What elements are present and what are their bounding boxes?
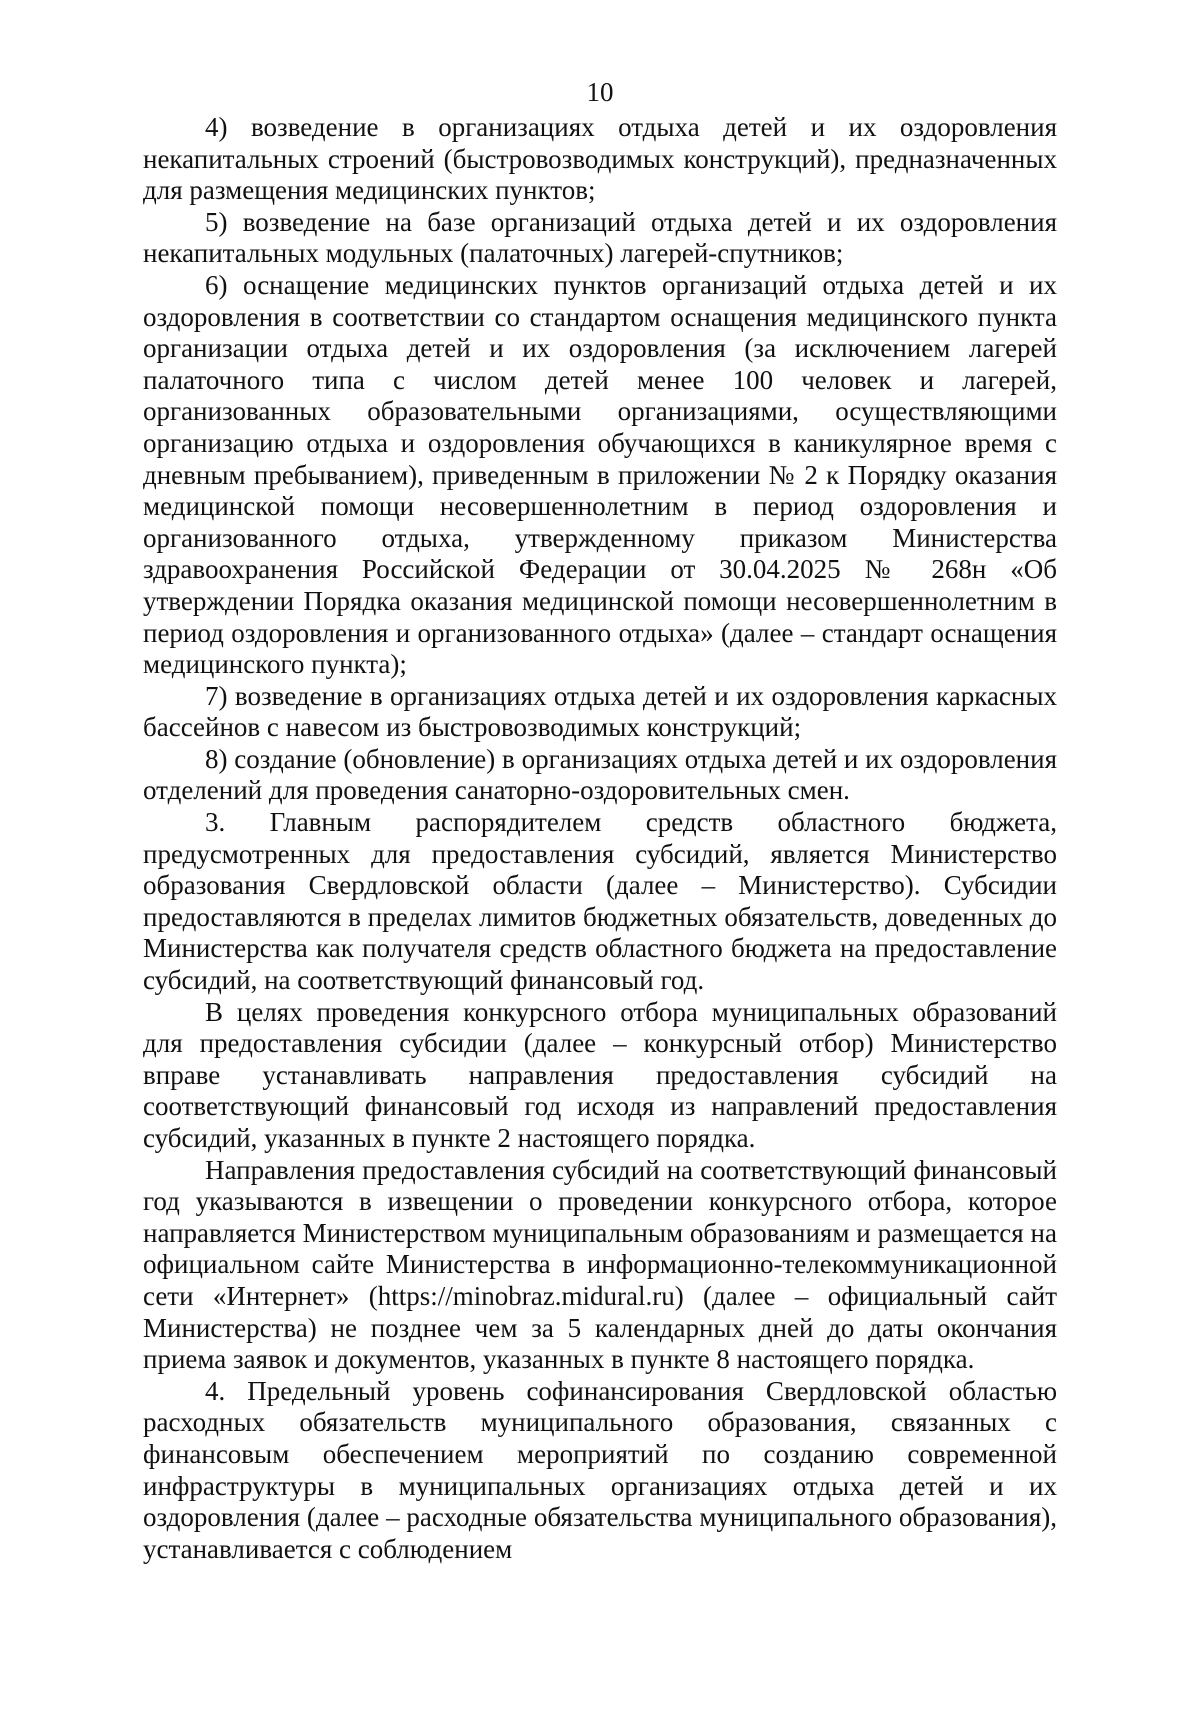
- page-number: 10: [586, 77, 614, 107]
- paragraph-section-3: 3. Главным распорядителем средств областного бюджета, предусмотренных для предоставления субсидий, является Министерство образования Свердловской области (далее – Министерство). Субсидии предоставляются в пределах лимитов бюджетных обязательств, доведенных до Министерства как получателя средств областного бюджета на предоставление субсидий, на соответствующий финансовый год.: [143, 807, 1057, 996]
- paragraph-notice-directions: Направления предоставления субсидий на соответствующий финансовый год указываются в извещении о проведении конкурсного отбора, которое направляется Министерством муниципальным образованиям и размещается на официальном сайте Министерства в информационно-телекоммуникационной сети «Интернет» (https://minobraz.midural.ru) (далее – официальный сайт Министерства) не позднее чем за 5 календарных дней до даты окончания приема заявок и документов, указанных в пункте 8 настоящего порядка.: [143, 1154, 1057, 1375]
- document-page: [143, 72, 1057, 1565]
- paragraph-item-4: 4) возведение в организациях отдыха детей и их оздоровления некапитальных строений (быстровозводимых конструкций), предназначенных для размещения медицинских пунктов;: [143, 112, 1057, 206]
- paragraph-section-4: 4. Предельный уровень софинансирования Свердловской областью расходных обязательств муниципального образования, связанных с финансовым обеспечением мероприятий по созданию современной инфраструктуры в муниципальных организациях отдыха детей и их оздоровления (далее – расходные обязательства муниципального образования), устанавливается с соблюдением: [143, 1375, 1057, 1564]
- paragraph-competitive-selection: В целях проведения конкурсного отбора муниципальных образований для предоставления субсидии (далее – конкурсный отбор) Министерство вправе устанавливать направления предоставления субсидий на соответствующий финансовый год исходя из направлений предоставления субсидий, указанных в пункте 2 настоящего порядка.: [143, 996, 1057, 1153]
- paragraph-item-8: 8) создание (обновление) в организациях отдыха детей и их оздоровления отделений для проведения санаторно-оздоровительных смен.: [143, 743, 1057, 806]
- paragraph-item-5: 5) возведение на базе организаций отдыха детей и их оздоровления некапитальных модульных (палаточных) лагерей-спутников;: [143, 206, 1057, 269]
- paragraph-item-7: 7) возведение в организациях отдыха детей и их оздоровления каркасных бассейнов с навесом из быстровозводимых конструкций;: [143, 680, 1057, 743]
- paragraph-item-6: 6) оснащение медицинских пунктов организаций отдыха детей и их оздоровления в соответствии со стандартом оснащения медицинского пункта организации отдыха детей и их оздоровления (за исключением лагерей палаточного типа с числом детей менее 100 человек и лагерей, организованных образовательными организациями, осуществляющими организацию отдыха и оздоровления обучающихся в каникулярное время с дневным пребыванием), приведенным в приложении № 2 к Порядку оказания медицинской помощи несовершеннолетним в период оздоровления и организованного отдыха, утвержденному приказом Министерства здравоохранения Российской Федерации от 30.04.2025 № 268н «Об утверждении Порядка оказания медицинской помощи несовершеннолетним в период оздоровления и организованного отдыха» (далее – стандарт оснащения медицинского пункта);: [143, 269, 1057, 680]
